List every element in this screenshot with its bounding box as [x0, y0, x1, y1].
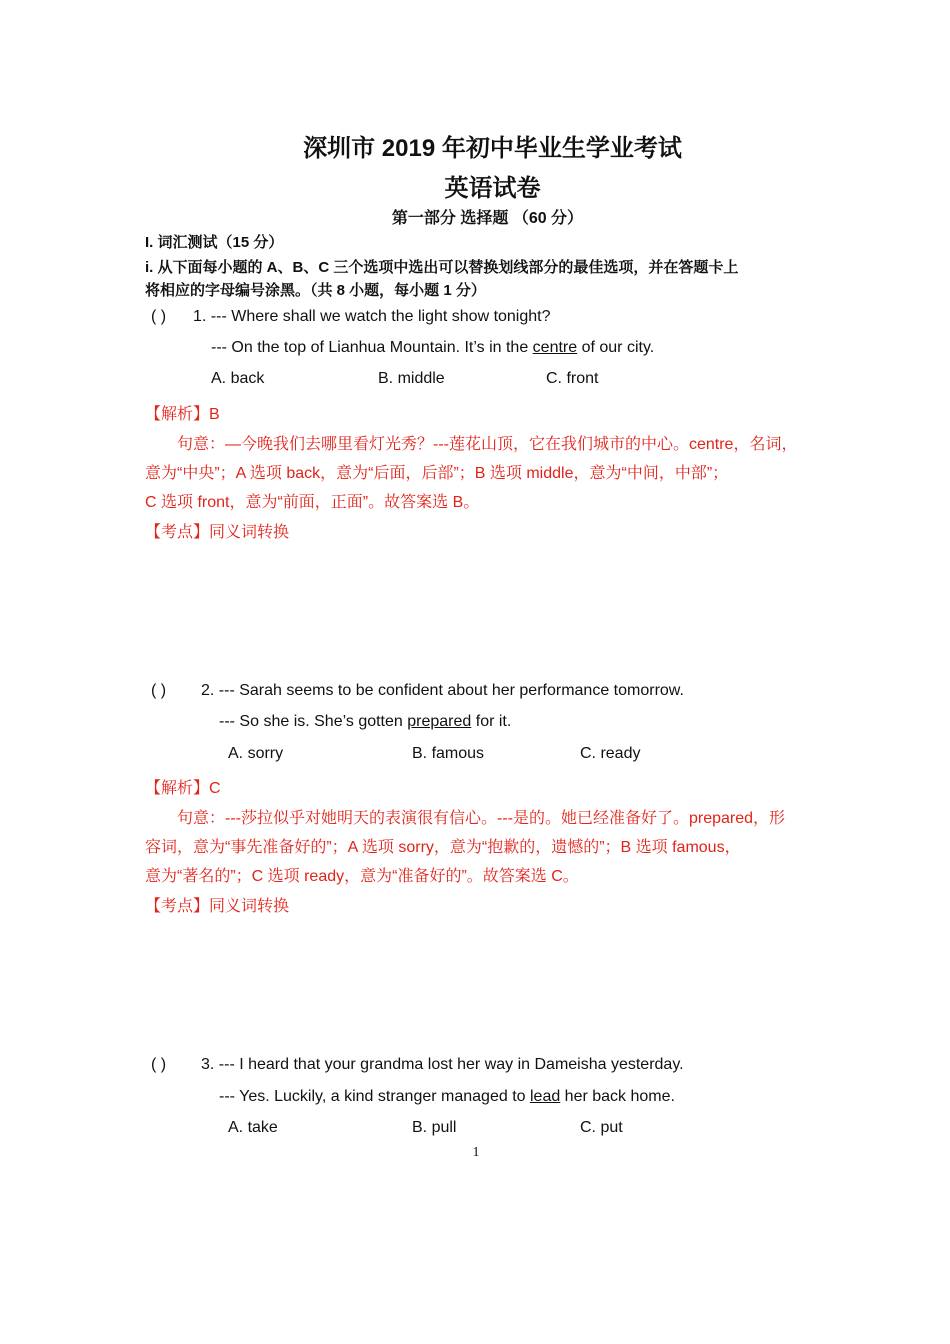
page-number: 1	[472, 1145, 480, 1160]
option-b: B. pull	[412, 1119, 457, 1136]
option-b: B. middle	[378, 370, 445, 387]
option-c: C. put	[580, 1119, 623, 1136]
question-reply: --- So she is. She’s gotten prepared for it.	[219, 713, 512, 730]
explanation-line-3: C 选项 front，意为“前面，正面”。故答案选 B。	[145, 494, 480, 511]
option-b: B. famous	[412, 745, 485, 762]
option-a: A. take	[228, 1119, 278, 1136]
answer-bracket: ( )	[151, 682, 167, 699]
explanation-line-2: 容词，意为“事先准备好的”；A 选项 sorry，意为“抱歉的，遗憾的”；B 选项 famous，	[145, 839, 741, 856]
explanation-line-1: 句意：—今晚我们去哪里看灯光秀？---莲花山顶，它在我们城市的中心。centre，名词，	[177, 436, 798, 453]
answer-bracket: ( )	[151, 308, 167, 325]
question-text: 3. --- I heard that your grandma lost her way in Dameisha yesterday.	[201, 1056, 684, 1073]
part-heading: 第一部分 选择题 （60 分）	[391, 210, 584, 227]
exam-subtitle: 英语试卷	[444, 175, 541, 202]
instruction-line-2: 将相应的字母编号涂黑。（共 8 小题，每小题 1 分）	[145, 282, 486, 299]
answer-label: 【解析】C	[145, 780, 221, 797]
explanation-line-3: 意为“著名的”；C 选项 ready，意为“准备好的”。故答案选 C。	[145, 868, 579, 885]
answer-label: 【解析】B	[145, 406, 220, 423]
option-c: C. front	[546, 370, 599, 387]
option-c: C. ready	[580, 745, 641, 762]
option-a: A. sorry	[228, 745, 284, 762]
explanation-line-1: 句意：---莎拉似乎对她明天的表演很有信心。---是的。她已经准备好了。prepared，形	[177, 810, 786, 827]
option-a: A. back	[211, 370, 265, 387]
question-reply: --- Yes. Luckily, a kind stranger managed to lead her back home.	[219, 1088, 675, 1105]
question-text: 2. --- Sarah seems to be confident about her performance tomorrow.	[201, 682, 684, 699]
exam-point: 【考点】同义词转换	[145, 898, 290, 915]
instruction-line-1: i. 从下面每小题的 A、B、C 三个选项中选出可以替换划线部分的最佳选项，并在答题卡上	[145, 259, 739, 276]
section-heading: I. 词汇测试（15 分）	[145, 234, 284, 251]
underlined-word: lead	[529, 1088, 561, 1105]
question-text: 1. --- Where shall we watch the light show tonight?	[193, 308, 551, 325]
question-reply: --- On the top of Lianhua Mountain. It’s in the centre of our city.	[211, 339, 655, 356]
underlined-word: prepared	[407, 713, 472, 730]
answer-bracket: ( )	[151, 1056, 167, 1073]
explanation-line-2: 意为“中央”；A 选项 back，意为“后面，后部”；B 选项 middle，意为“中间，中部”；	[145, 465, 729, 482]
exam-point: 【考点】同义词转换	[145, 524, 290, 541]
underlined-word: centre	[532, 339, 578, 356]
exam-title: 深圳市 2019 年初中毕业生学业考试	[303, 135, 682, 162]
